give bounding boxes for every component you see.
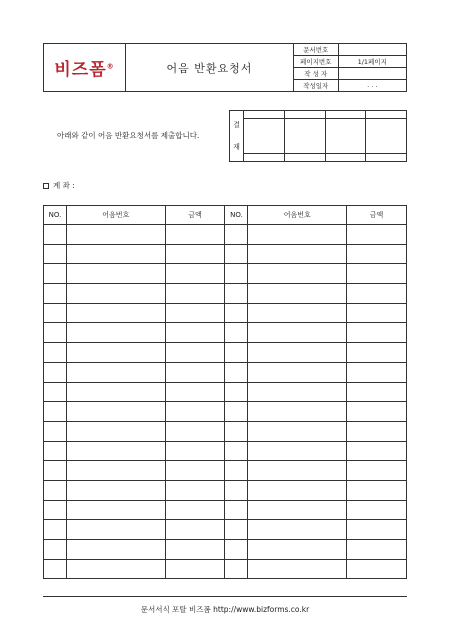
column-header: 금액 <box>347 206 407 225</box>
table-cell[interactable] <box>165 402 225 422</box>
meta-label: 작 성 자 <box>294 68 338 80</box>
table-cell[interactable] <box>225 362 248 382</box>
table-cell[interactable] <box>248 402 347 422</box>
table-cell[interactable] <box>44 480 67 500</box>
table-cell[interactable] <box>347 323 407 343</box>
table-cell[interactable] <box>225 225 248 245</box>
account-line <box>43 180 75 191</box>
column-header: NO. <box>225 206 248 225</box>
table-cell[interactable] <box>347 480 407 500</box>
table-cell[interactable] <box>44 441 67 461</box>
table-row <box>44 284 407 304</box>
table-cell[interactable] <box>165 421 225 441</box>
approval-title-cell[interactable] <box>366 111 407 119</box>
table-row <box>44 323 407 343</box>
table-cell[interactable] <box>66 362 165 382</box>
table-cell[interactable] <box>44 500 67 520</box>
approval-sign-cell[interactable] <box>284 119 325 154</box>
table-row <box>44 244 407 264</box>
table-cell[interactable] <box>165 559 225 579</box>
table-cell[interactable] <box>66 264 165 284</box>
table-cell[interactable] <box>225 500 248 520</box>
table-cell[interactable] <box>44 382 67 402</box>
meta-row <box>294 68 406 80</box>
table-cell[interactable] <box>347 540 407 560</box>
column-header: 어음번호 <box>248 206 347 225</box>
table-cell[interactable] <box>165 303 225 323</box>
table-cell[interactable] <box>165 461 225 481</box>
table-cell[interactable] <box>248 559 347 579</box>
table-cell[interactable] <box>347 284 407 304</box>
table-row <box>44 480 407 500</box>
table-cell[interactable] <box>248 421 347 441</box>
table-cell[interactable] <box>347 264 407 284</box>
table-row <box>44 303 407 323</box>
approval-sign-cell[interactable] <box>244 119 285 154</box>
column-header: 금액 <box>165 206 225 225</box>
table-cell[interactable] <box>225 343 248 363</box>
table-cell[interactable] <box>66 382 165 402</box>
approval-title-cell[interactable] <box>244 111 285 119</box>
meta-row <box>294 79 406 91</box>
table-cell[interactable] <box>44 559 67 579</box>
table-cell[interactable] <box>347 303 407 323</box>
table-cell[interactable] <box>248 225 347 245</box>
table-cell[interactable] <box>248 461 347 481</box>
table-cell[interactable] <box>66 402 165 422</box>
table-cell[interactable] <box>165 225 225 245</box>
meta-label: 작성일자 <box>294 79 338 91</box>
meta-value[interactable] <box>338 68 406 80</box>
meta-value[interactable]: . . . <box>338 79 406 91</box>
table-row <box>44 343 407 363</box>
document-header <box>43 43 407 92</box>
table-cell[interactable] <box>225 244 248 264</box>
table-cell[interactable] <box>347 421 407 441</box>
table-cell[interactable] <box>66 244 165 264</box>
column-header: 어음번호 <box>66 206 165 225</box>
table-cell[interactable] <box>225 461 248 481</box>
table-cell[interactable] <box>248 540 347 560</box>
table-row <box>44 421 407 441</box>
table-cell[interactable] <box>44 402 67 422</box>
table-cell[interactable] <box>248 303 347 323</box>
table-cell[interactable] <box>347 362 407 382</box>
table-cell[interactable] <box>44 343 67 363</box>
table-cell[interactable] <box>165 284 225 304</box>
table-cell[interactable] <box>225 559 248 579</box>
meta-value[interactable]: 1/1페이지 <box>338 56 406 68</box>
approval-title-cell[interactable] <box>325 111 366 119</box>
table-cell[interactable] <box>165 500 225 520</box>
table-cell[interactable] <box>165 382 225 402</box>
approval-title-cell[interactable] <box>284 111 325 119</box>
table-cell[interactable] <box>225 540 248 560</box>
table-cell[interactable] <box>347 402 407 422</box>
account-checkbox[interactable] <box>43 183 49 189</box>
table-cell[interactable] <box>66 461 165 481</box>
table-cell[interactable] <box>66 421 165 441</box>
table-row <box>44 520 407 540</box>
table-row <box>44 362 407 382</box>
table-cell[interactable] <box>44 362 67 382</box>
table-row <box>44 559 407 579</box>
meta-label: 페이지번호 <box>294 56 338 68</box>
note-table <box>43 205 407 579</box>
table-cell[interactable] <box>248 500 347 520</box>
table-cell[interactable] <box>225 382 248 402</box>
table-row <box>44 441 407 461</box>
table-cell[interactable] <box>347 225 407 245</box>
table-cell[interactable] <box>347 559 407 579</box>
table-cell[interactable] <box>225 441 248 461</box>
table-cell[interactable] <box>225 402 248 422</box>
table-cell[interactable] <box>225 421 248 441</box>
approval-label: 결 재 <box>230 111 244 162</box>
footer-divider <box>43 596 407 597</box>
table-cell[interactable] <box>44 421 67 441</box>
footer-text: 문서서식 포탈 비즈폼 http://www.bizforms.co.kr <box>140 605 310 614</box>
meta-row <box>294 56 406 68</box>
table-cell[interactable] <box>248 323 347 343</box>
table-cell[interactable] <box>66 303 165 323</box>
table-cell[interactable] <box>44 264 67 284</box>
table-cell[interactable] <box>225 264 248 284</box>
table-cell[interactable] <box>165 441 225 461</box>
table-cell[interactable] <box>248 343 347 363</box>
table-cell[interactable] <box>165 244 225 264</box>
table-cell[interactable] <box>248 520 347 540</box>
table-cell[interactable] <box>66 343 165 363</box>
table-cell[interactable] <box>347 343 407 363</box>
table-cell[interactable] <box>66 323 165 343</box>
table-cell[interactable] <box>248 284 347 304</box>
table-cell[interactable] <box>66 225 165 245</box>
table-cell[interactable] <box>44 284 67 304</box>
table-cell[interactable] <box>165 520 225 540</box>
table-cell[interactable] <box>165 323 225 343</box>
table-row <box>44 382 407 402</box>
meta-value[interactable] <box>338 44 406 56</box>
table-cell[interactable] <box>66 540 165 560</box>
table-header-row <box>44 206 407 225</box>
table-cell[interactable] <box>248 244 347 264</box>
table-cell[interactable] <box>44 244 67 264</box>
table-cell[interactable] <box>66 500 165 520</box>
table-cell[interactable] <box>165 480 225 500</box>
column-header: NO. <box>44 206 67 225</box>
table-cell[interactable] <box>66 559 165 579</box>
table-cell[interactable] <box>225 303 248 323</box>
table-row <box>44 461 407 481</box>
table-cell[interactable] <box>66 441 165 461</box>
document-meta-table <box>294 44 406 91</box>
document-title: 어음 반환요청서 <box>126 44 294 91</box>
table-cell[interactable] <box>165 540 225 560</box>
table-cell[interactable] <box>66 480 165 500</box>
account-label: 계 좌 : <box>53 181 75 190</box>
table-cell[interactable] <box>347 461 407 481</box>
table-cell[interactable] <box>165 362 225 382</box>
approval-date-cell[interactable] <box>366 154 407 162</box>
approval-box <box>229 110 407 162</box>
table-cell[interactable] <box>347 244 407 264</box>
table-cell[interactable] <box>44 323 67 343</box>
table-cell[interactable] <box>165 264 225 284</box>
meta-label: 문서번호 <box>294 44 338 56</box>
table-cell[interactable] <box>225 323 248 343</box>
table-cell[interactable] <box>44 540 67 560</box>
approval-sign-cell[interactable] <box>325 119 366 154</box>
table-row <box>44 540 407 560</box>
table-cell[interactable] <box>248 264 347 284</box>
meta-row <box>294 44 406 56</box>
table-row <box>44 402 407 422</box>
table-cell[interactable] <box>44 225 67 245</box>
bizforms-logo: 비즈폼® <box>54 60 115 80</box>
table-cell[interactable] <box>44 461 67 481</box>
table-row <box>44 264 407 284</box>
table-cell[interactable] <box>225 284 248 304</box>
table-cell[interactable] <box>248 362 347 382</box>
table-row <box>44 500 407 520</box>
table-cell[interactable] <box>225 480 248 500</box>
approval-sign-cell[interactable] <box>366 119 407 154</box>
table-cell[interactable] <box>165 343 225 363</box>
table-cell[interactable] <box>347 520 407 540</box>
table-cell[interactable] <box>347 382 407 402</box>
approval-date-cell[interactable] <box>284 154 325 162</box>
approval-date-cell[interactable] <box>325 154 366 162</box>
logo-cell <box>44 44 126 91</box>
table-cell[interactable] <box>347 500 407 520</box>
table-cell[interactable] <box>44 520 67 540</box>
table-cell[interactable] <box>44 303 67 323</box>
table-row <box>44 225 407 245</box>
table-cell[interactable] <box>66 284 165 304</box>
table-cell[interactable] <box>248 441 347 461</box>
table-cell[interactable] <box>225 520 248 540</box>
table-cell[interactable] <box>248 382 347 402</box>
table-cell[interactable] <box>347 441 407 461</box>
submission-statement: 아래와 같이 어음 반환요청서를 제출합니다. <box>57 131 200 140</box>
approval-date-cell[interactable] <box>244 154 285 162</box>
table-cell[interactable] <box>66 520 165 540</box>
table-cell[interactable] <box>248 480 347 500</box>
